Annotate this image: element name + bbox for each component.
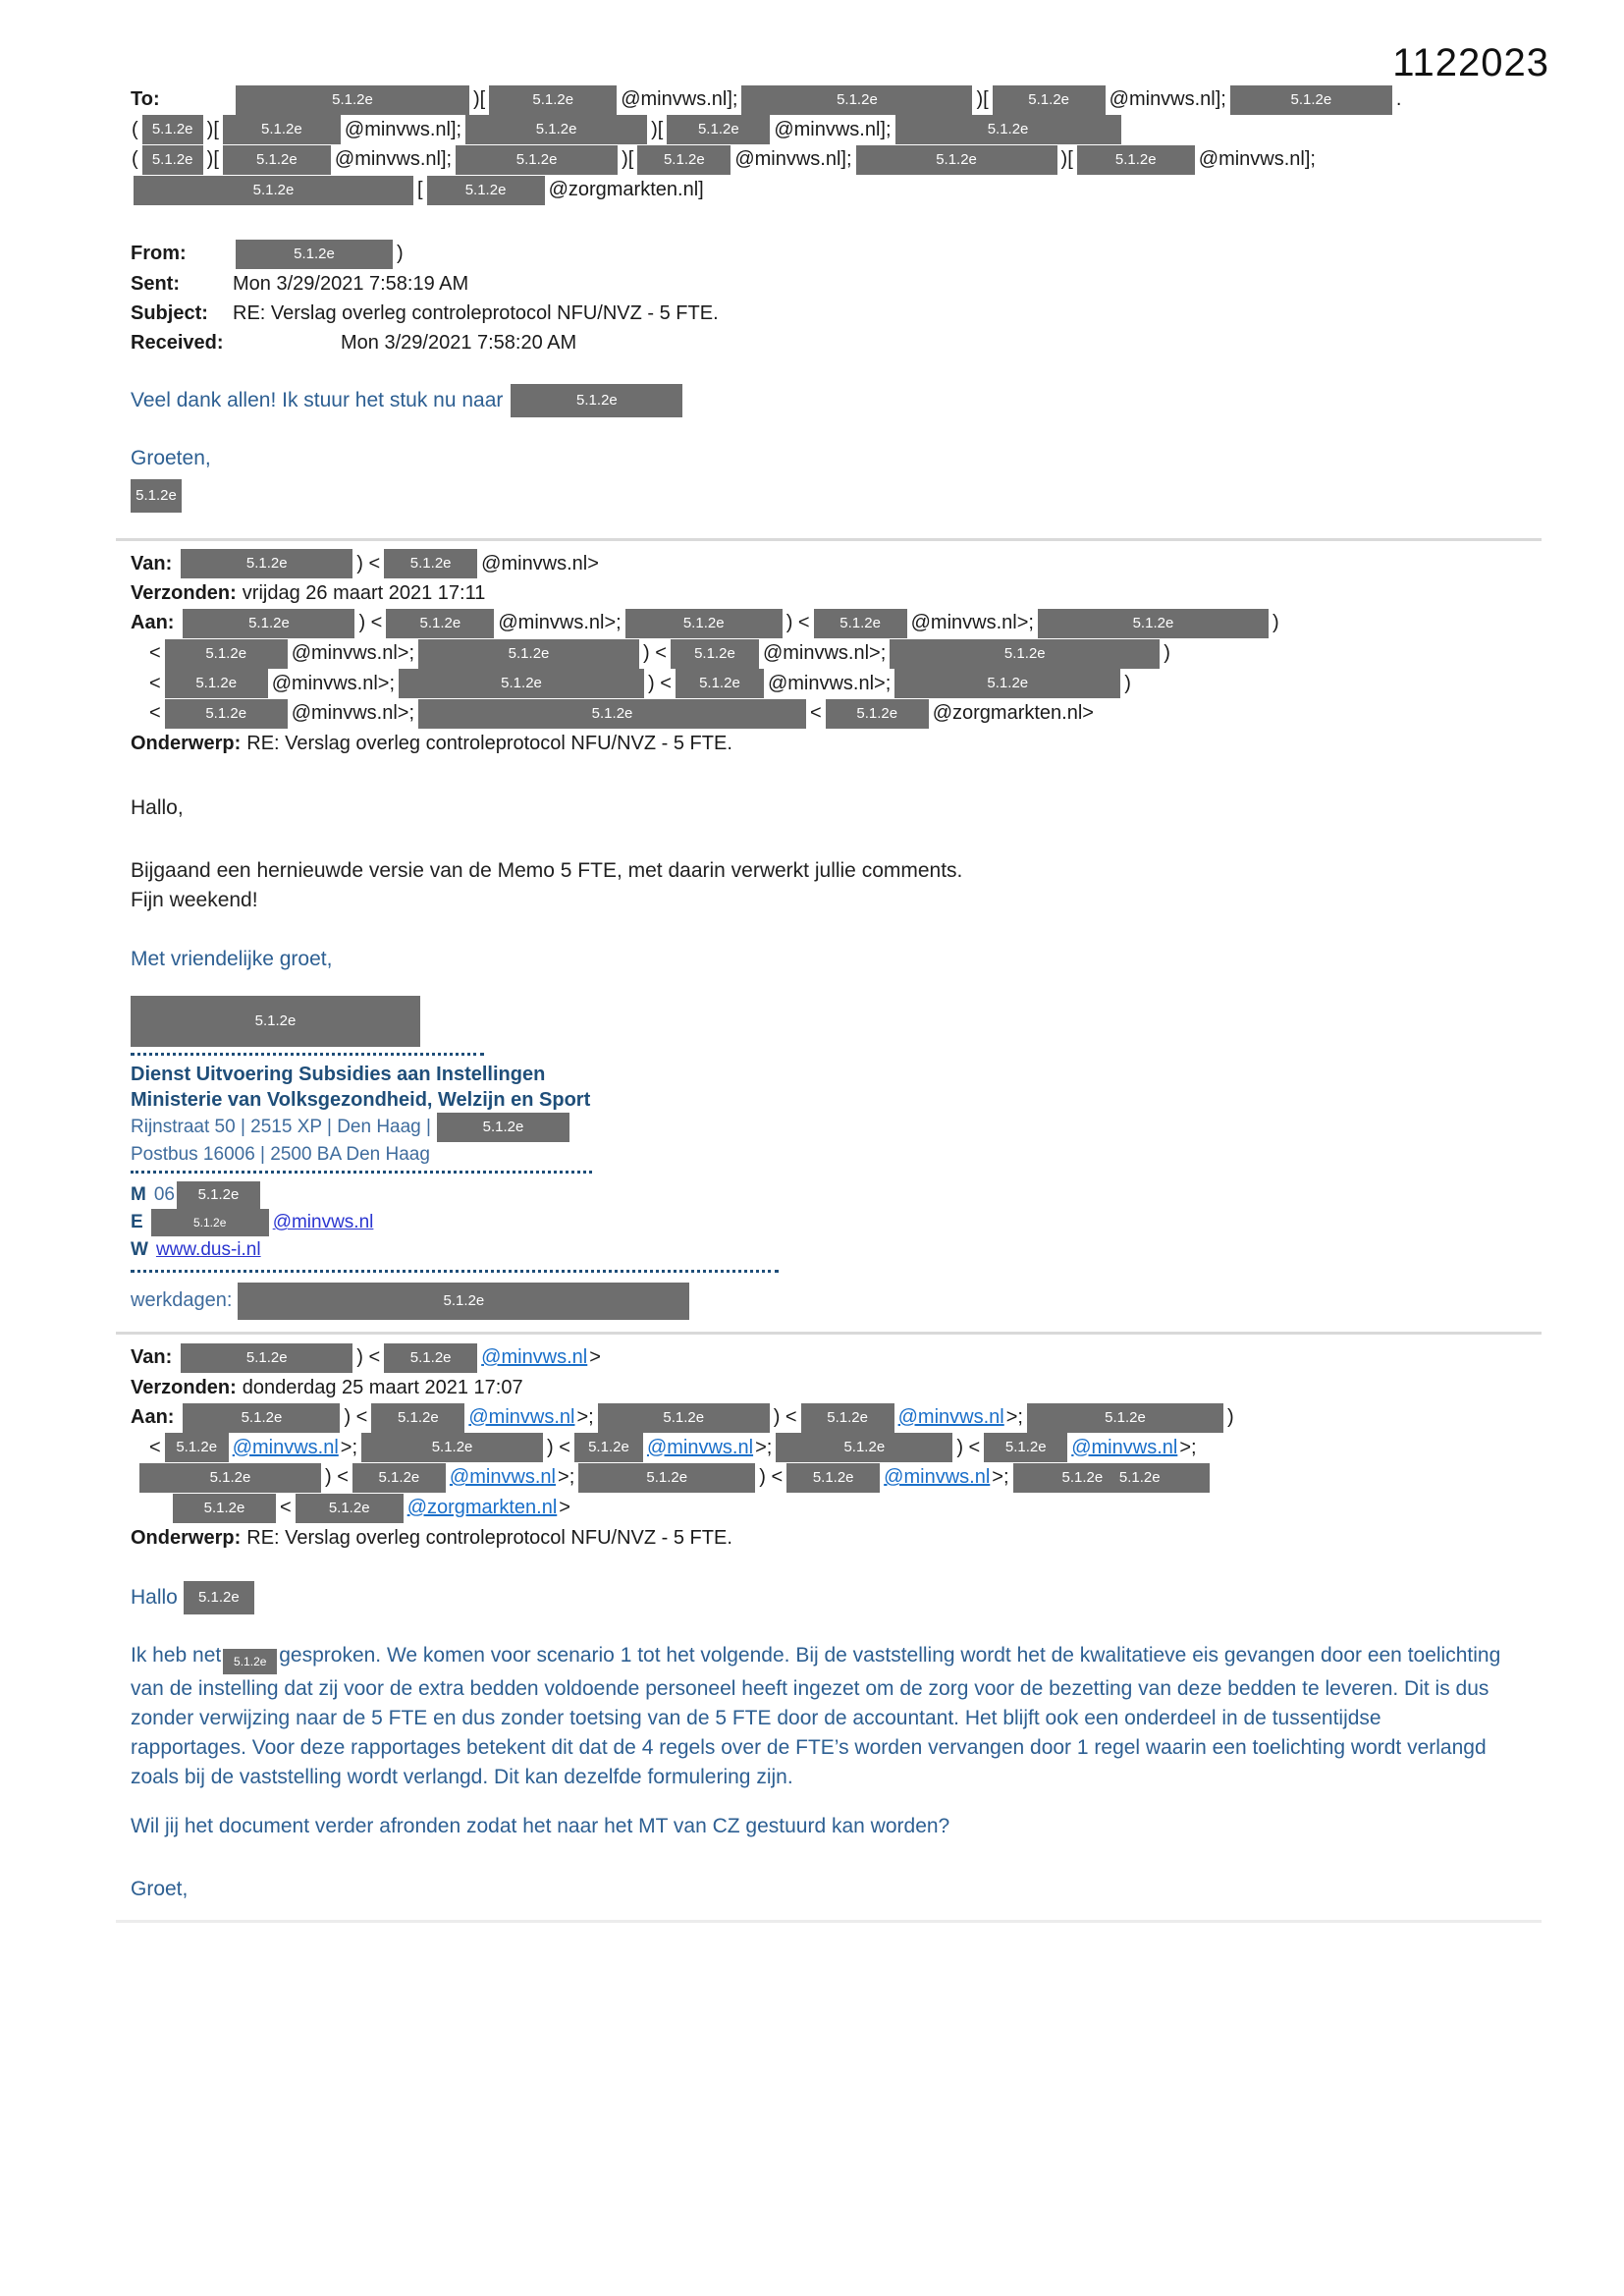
header-text-fragment: ) [397,242,404,264]
header-text-fragment: )[ [206,118,219,140]
header-text-fragment: @zorgmarkten.nl> [932,702,1094,725]
redaction-box: 5.1.2e [384,549,477,578]
header-text-fragment: ) [1272,612,1279,634]
subject-label: Subject: [131,301,208,324]
redaction-box: 5.1.2e [856,145,1057,175]
website-label: W [131,1239,148,1261]
from-label: From: [131,242,187,264]
email-row [131,1209,1502,1236]
header-text-fragment: ( [132,118,138,140]
verzonden-label: Verzonden: [131,582,237,605]
aan-recipients-line3 [136,1462,1502,1493]
aan-label: Aan: [131,1405,175,1428]
message-text: Veel dank allen! Ik stuur het stuk nu naar [131,388,504,411]
header-text-fragment: ) [1124,672,1131,694]
to-recipients-line4 [131,175,1502,205]
onderwerp-field [131,1523,1502,1553]
email-link[interactable]: @minvws.nl [884,1466,991,1489]
redaction-box: 5.1.2e [574,1433,643,1462]
header-text-fragment: @minvws.nl]; [734,148,852,171]
header-text-fragment: ) < [356,1346,381,1369]
email-link[interactable]: @minvws.nl [646,1436,754,1458]
header-text-fragment: >; [992,1466,1009,1489]
onderwerp-label: Onderwerp: [131,1526,242,1549]
redaction-box: 5.1.2e [1038,609,1269,638]
email-link[interactable]: @minvws.nl [481,1346,588,1369]
address-line: Postbus 16006 | 2500 BA Den Haag [131,1144,430,1166]
header-text-fragment: )[ [976,88,989,110]
aan-recipients-line1 [180,612,1279,633]
redaction-box: 5.1.2e [177,1181,260,1209]
header-text-fragment: ) < [325,1466,349,1489]
header-text-fragment: ) < [643,642,667,665]
to-field [131,84,1502,115]
redaction-box: 5.1.2e [165,699,288,729]
redaction-box: 5.1.2e [236,85,469,115]
werkdagen-row [131,1281,1502,1320]
header-text-fragment: )[ [622,148,634,171]
van-value [178,553,600,574]
onderwerp-label: Onderwerp: [131,733,242,755]
received-label: Received: [131,331,224,354]
redaction-box: 5.1.2e [223,115,341,144]
aan-field [131,1402,1502,1433]
redaction-box: 5.1.2e [386,609,494,638]
email-link[interactable]: @minvws.nl [1071,1436,1178,1458]
header-text-fragment: >; [1005,1405,1023,1428]
header-text-fragment: @minvws.nl>; [910,612,1034,634]
redaction-box: 5.1.2e [814,609,907,638]
redaction-box: 5.1.2e [489,85,617,115]
redaction-box: 5.1.2e [1230,85,1392,115]
header-text-fragment: @minvws.nl>; [291,702,415,725]
phone-prefix: 06 [153,1184,175,1206]
redaction-box: 5.1.2e [296,1494,404,1523]
van-label: Van: [131,1346,173,1369]
aan-recipients-line2 [148,638,1502,669]
closing-greeting: Met vriendelijke groet, [131,948,333,971]
redaction-box: 5.1.2e [427,176,545,205]
message-line [131,383,1502,418]
header-text-fragment: @minvws.nl>; [498,612,622,634]
question-line: Wil jij het document verder afronden zodat het naar het MT van CZ gestuurd kan worden? [131,1814,950,1837]
redaction-box: 5.1.2e [223,1649,277,1674]
subject-value: RE: Verslag overleg controleprotocol NFU/NVZ - 5 FTE. [233,301,719,324]
header-text-fragment: @minvws.nl>; [762,642,887,665]
greeting: Hallo, [131,796,184,820]
onderwerp-value: RE: Verslag overleg controleprotocol NFU/NVZ - 5 FTE. [246,1526,732,1549]
dotted-separator [131,1053,484,1056]
address-line [131,1113,1502,1142]
header-text-fragment: )[ [473,88,486,110]
header-text-fragment: >; [558,1466,575,1489]
quoted-header-2 [131,1342,1502,1553]
paragraph-text: gesproken. We komen voor scenario 1 tot het volgende. Bij de vaststelling wordt het de kwalitatieve eis gevangen door een toelichting van de instelling dat zij voor de extra bedden voldoende personeel heeft ingezet om de zorg voor de bezetting van deze bedden te leveren. Dit is dus zonder verwijzing naar de 5 FTE en dus zonder toetsing van de 5 FTE door de accountant. Het blijft ook een onderdeel in de tussentijdse rapportages. Voor deze rapportages betekent dit dat de 4 regels over de FTE’s worden vervangen door 1 regel waarin een toelichting wordt verlangd zoals bij de vaststelling wordt verlangd. Dit kan dezelfde formulering zijn. [131,1643,1501,1788]
header-text-fragment: @minvws.nl]; [334,148,453,171]
redaction-box: 5.1.2e [399,669,644,698]
redaction-box: 5.1.2e [456,145,618,175]
aan-recipients-line4 [148,698,1502,729]
redaction-box: 5.1.2e [786,1463,880,1493]
email-link[interactable]: @minvws.nl [897,1405,1004,1428]
header-text-fragment: )[ [1060,148,1073,171]
redaction-box: 5.1.2e [625,609,783,638]
header-text-fragment: ) < [785,612,810,634]
redaction-box: 5.1.2e [183,609,354,638]
van-field [131,549,1502,579]
redaction-box: 5.1.2e [238,1283,689,1320]
from-field [131,239,1502,269]
paragraph-text: Ik heb net [131,1643,222,1667]
redaction-box: 5.1.2e [139,1463,321,1493]
header-text-fragment: @minvws.nl]; [621,88,738,110]
website-row [131,1236,1502,1264]
redaction-box: 5.1.2e [134,176,413,205]
verzonden-value: vrijdag 26 maart 2021 17:11 [242,582,486,605]
redaction-box: 5.1.2e [223,145,331,175]
redaction-box: 5.1.2e [165,669,268,698]
phone-row [131,1181,1502,1209]
header-text-fragment: < [149,1436,161,1458]
redaction-box: 5.1.2e [511,384,682,417]
message-divider [116,1920,1542,1923]
redaction-box: 5.1.2e [1077,145,1195,175]
redaction-box: 5.1.2e [173,1494,276,1523]
redaction-box: 5.1.2e [667,115,770,144]
to-recipients-line1 [233,88,1402,110]
redaction-box: 5.1.2e [418,699,806,729]
redaction-box: 5.1.2e [184,1581,254,1614]
address-text: Rijnstraat 50 | 2515 XP | Den Haag | [131,1117,431,1138]
verzonden-field [131,1373,1502,1402]
header-text-fragment: < [149,702,161,725]
werkdagen-label: werkdagen: [131,1289,233,1312]
dotted-separator [131,1171,592,1174]
redaction-box: 5.1.2e [352,1463,446,1493]
received-field [131,328,1502,357]
received-value: Mon 3/29/2021 7:58:20 AM [341,331,577,354]
onderwerp-value: RE: Verslag overleg controleprotocol NFU/NVZ - 5 FTE. [246,733,732,755]
header-text-fragment: [ [417,179,423,201]
redaction-box: 5.1.2e [637,145,731,175]
redaction-box: 5.1.2e [890,639,1160,669]
email-link[interactable]: @minvws.nl [449,1466,557,1489]
header-text-fragment: @minvws.nl]; [774,118,892,140]
onderwerp-field [131,729,1502,758]
redaction-box: 5.1.2e [984,1433,1067,1462]
header-text-fragment: > [559,1497,570,1519]
header-text-fragment: @zorgmarkten.nl] [548,179,704,201]
redaction-box: 5.1.2e [165,1433,229,1462]
header-text-fragment: ( [132,148,138,171]
greeting [131,1580,1502,1615]
header-text-fragment: ) < [547,1436,570,1458]
email-link[interactable]: @zorgmarkten.nl [406,1497,558,1519]
redaction-box: 5.1.2e [131,996,420,1047]
email-link[interactable]: @minvws.nl [232,1436,339,1458]
redaction-box: 5.1.2e [142,145,203,175]
aan-recipients-line4 [170,1493,1502,1523]
header-text-fragment: < [810,702,822,725]
header-text-fragment: )[ [206,148,219,171]
signature-block [131,996,1502,1320]
redaction-box: 5.1.2e [131,479,182,513]
message-divider [116,1332,1542,1335]
redaction-box: 5.1.2e [826,699,929,729]
header-text-fragment: ) < [956,1436,981,1458]
doc-number: 1122023 [1392,41,1549,84]
header-text-fragment: >; [340,1436,358,1458]
email-label: E [131,1212,143,1233]
header-text-fragment: @minvws.nl]; [1109,88,1226,110]
from-value [233,243,405,264]
redaction-box: 5.1.2e [181,1343,352,1373]
redaction-box: 5.1.2e [671,639,759,669]
org-name: Dienst Uitvoering Subsidies aan Instellingen [131,1064,546,1086]
header-text-fragment: >; [576,1405,594,1428]
redaction-box: 5.1.2e [418,639,639,669]
redaction-box: 5.1.2e [183,1403,340,1433]
redaction-box: 5.1.2e [993,85,1106,115]
aan-field [131,608,1502,638]
to-recipients-line3 [131,144,1502,175]
header-text-fragment: ) [1164,642,1170,665]
header-text-fragment: < [149,642,161,665]
email-link[interactable]: @minvws.nl [468,1405,575,1428]
aan-recipients-line1 [180,1406,1234,1428]
greeting-text: Hallo [131,1585,178,1609]
header-text-fragment: ) < [759,1466,784,1489]
signature-name-redacted [131,996,1502,1047]
verzonden-value: donderdag 25 maart 2021 17:07 [242,1376,523,1398]
message-divider [116,538,1542,541]
ministry-name: Ministerie van Volksgezondheid, Welzijn en Sport [131,1089,591,1112]
sent-label: Sent: [131,272,180,295]
header-text-fragment: ) < [648,672,672,694]
header-text-fragment: @minvws.nl]; [344,118,462,140]
header-text-fragment: @minvws.nl> [481,552,599,574]
aan-recipients-line2 [148,1433,1502,1463]
paragraph: Bijgaand een hernieuwde versie van de Memo 5 FTE, met daarin verwerkt jullie comments. [131,859,963,883]
header-text-fragment: < [280,1497,292,1519]
email-link[interactable]: @minvws.nl [272,1212,374,1233]
sender-name-redacted [131,479,1502,513]
redaction-box: 5.1.2e [894,669,1120,698]
redaction-box: 5.1.2e [371,1403,464,1433]
redaction-box: 5.1.2e [676,669,764,698]
header-text-fragment: >; [1179,1436,1197,1458]
aan-label: Aan: [131,612,175,634]
header-text-fragment: ) < [773,1405,797,1428]
header-text-fragment: @minvws.nl]; [1198,148,1316,171]
closing-greeting: Groeten, [131,446,211,469]
redaction-box: 5.1.2e [142,115,203,144]
redaction-box: 5.1.2e [578,1463,755,1493]
to-recipients-line2 [131,115,1502,145]
redaction-box: 5.1.2e [437,1113,569,1142]
quoted-header-1 [131,549,1502,759]
closing-greeting: Groet, [131,1877,189,1900]
header-text-fragment: < [149,672,161,694]
header-text-fragment: ) < [344,1405,368,1428]
redaction-box: 5.1.2e [361,1433,543,1462]
mobile-label: M [131,1184,146,1206]
to-label: To: [131,88,160,110]
dotted-separator [131,1270,779,1273]
header-text-fragment: )[ [651,118,664,140]
van-label: Van: [131,552,173,574]
redaction-box: 5.1.2e [165,639,288,669]
header-text-fragment: ) [1226,1405,1234,1428]
redaction-box: 5.1.2e 5.1.2e [1013,1463,1210,1493]
sent-value: Mon 3/29/2021 7:58:19 AM [233,272,469,295]
website-link[interactable]: www.dus-i.nl [155,1239,261,1261]
redaction-box: 5.1.2e [741,85,972,115]
subject-field [131,299,1502,328]
redaction-box: 5.1.2e [384,1343,477,1373]
header-text-fragment: ) < [356,552,381,574]
van-value [178,1346,602,1368]
header-text-fragment: > [589,1346,601,1369]
van-field [131,1342,1502,1373]
verzonden-label: Verzonden: [131,1376,237,1398]
redaction-box: 5.1.2e [776,1433,952,1462]
header-text-fragment: @minvws.nl>; [291,642,415,665]
verzonden-field [131,578,1502,608]
paragraph: Fijn weekend! [131,889,258,912]
redaction-box: 5.1.2e [465,115,647,144]
header-text-fragment: @minvws.nl>; [271,672,396,694]
redaction-box: 5.1.2e [598,1403,770,1433]
redaction-box: 5.1.2e [181,549,352,578]
sent-field [131,269,1502,299]
paragraph [131,1641,1502,1792]
redaction-box: 5.1.2e [1027,1403,1223,1433]
redaction-box: 5.1.2e [895,115,1121,144]
redaction-box: 5.1.2e [236,240,393,269]
aan-recipients-line3 [148,669,1502,699]
redaction-box: 5.1.2e [151,1209,269,1236]
header-text-fragment: . [1395,88,1402,110]
header-text-fragment: ) < [358,612,383,634]
redaction-box: 5.1.2e [801,1403,894,1433]
header-text-fragment: >; [755,1436,773,1458]
header-text-fragment: @minvws.nl>; [767,672,892,694]
